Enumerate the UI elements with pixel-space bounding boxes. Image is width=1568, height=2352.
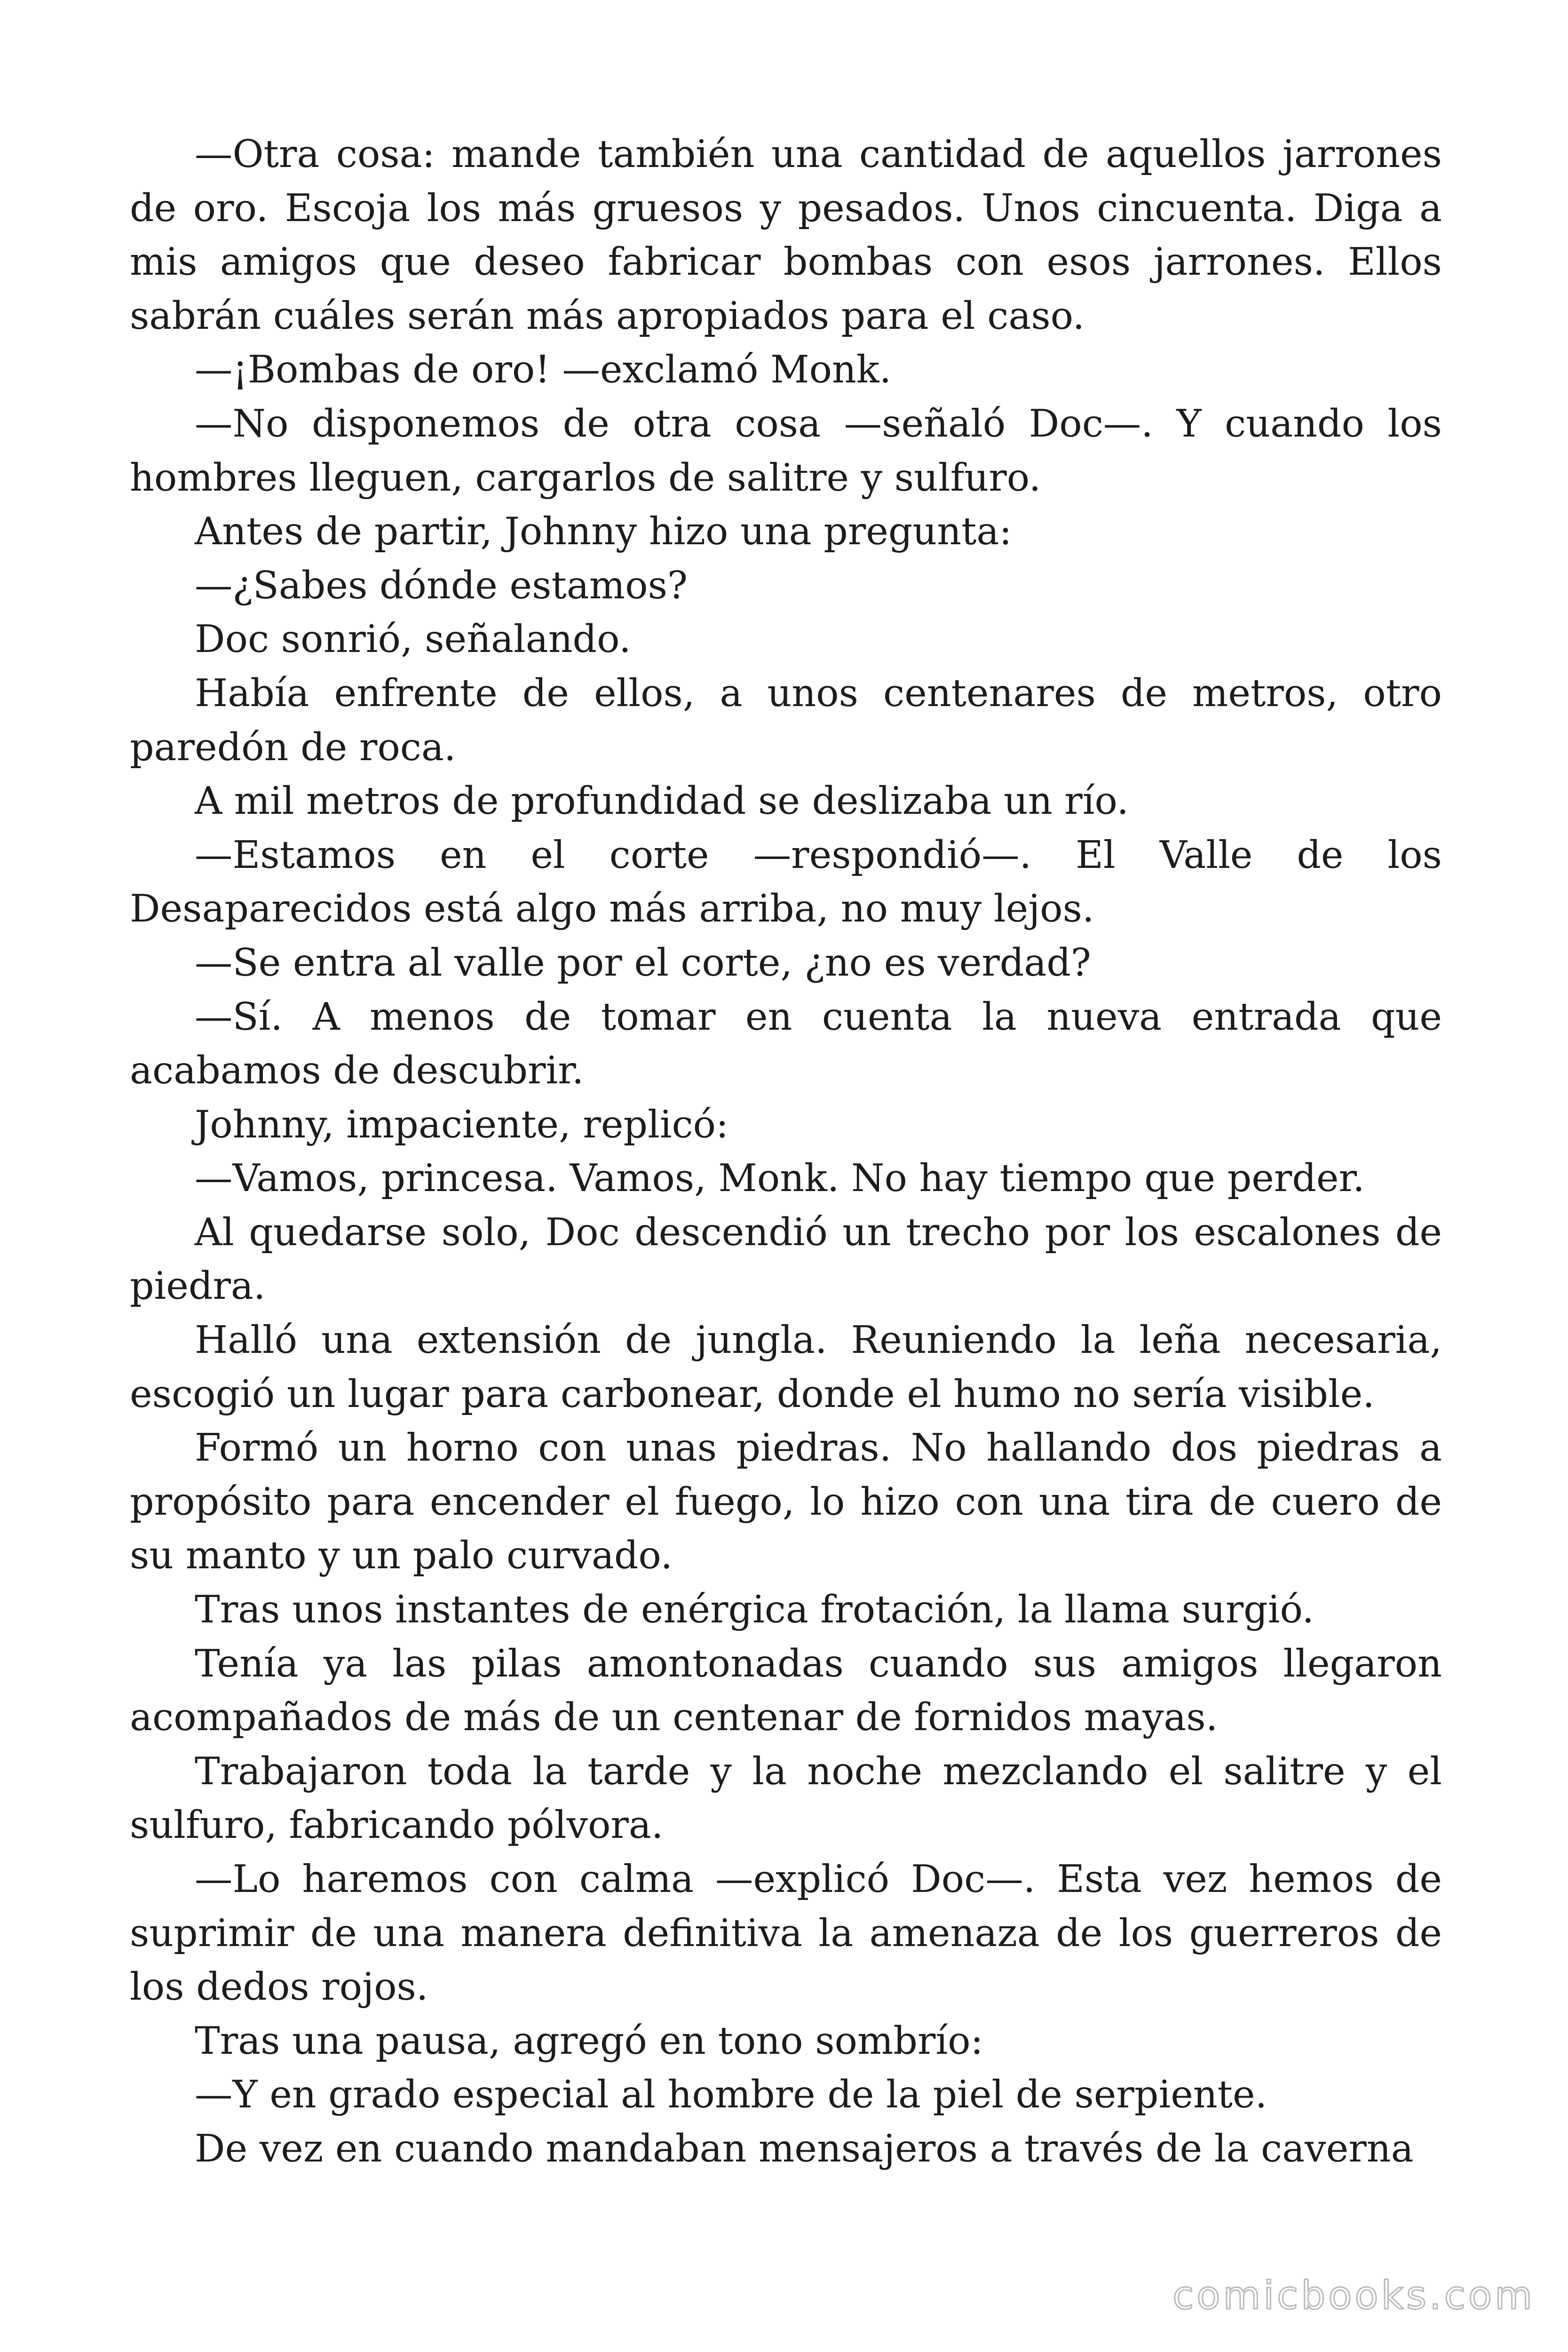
- paragraph: —Sí. A menos de tomar en cuenta la nueva entrada que acabamos de descubrir.: [130, 994, 1442, 1093]
- paragraph: Tras unos instantes de enérgica frotación, la llama surgió.: [195, 1587, 1315, 1632]
- paragraph: —Se entra al valle por el corte, ¿no es verdad?: [195, 940, 1091, 985]
- paragraph: —Lo haremos con calma —explicó Doc—. Esta vez hemos de suprimir de una manera definitiva la amenaza de los guerreros de los dedos rojos.: [130, 1857, 1442, 2009]
- paragraph: —Estamos en el corte —respondió—. El Valle de los Desaparecidos está algo más arriba, no muy lejos.: [130, 832, 1442, 931]
- paragraph: Tenía ya las pilas amontonadas cuando sus amigos llegaron acompañados de más de un centenar de fornidos mayas.: [130, 1641, 1442, 1740]
- paragraph: —¿Sabes dónde estamos?: [195, 563, 688, 607]
- paragraph: Formó un horno con unas piedras. No hallando dos piedras a propósito para encender el fuego, lo hizo con una tira de cuero de su manto y un palo curvado.: [130, 1425, 1442, 1578]
- paragraph: —¡Bombas de oro! —exclamó Monk.: [195, 347, 892, 392]
- paragraph: Había enfrente de ellos, a unos centenares de metros, otro paredón de roca.: [130, 670, 1442, 769]
- paragraph: Al quedarse solo, Doc descendió un trecho por los escalones de piedra.: [130, 1209, 1442, 1308]
- paragraph: Johnny, impaciente, replicó:: [195, 1102, 729, 1146]
- paragraph: Trabajaron toda la tarde y la noche mezclando el salitre y el sulfuro, fabricando pólvora.: [130, 1748, 1442, 1847]
- paragraph: —No disponemos de otra cosa —señaló Doc—. Y cuando los hombres lleguen, cargarlos de salitre y sulfuro.: [130, 401, 1442, 500]
- paragraph: Doc sonrió, señalando.: [195, 617, 631, 661]
- paragraph: Antes de partir, Johnny hizo una pregunta:: [195, 509, 1012, 554]
- paragraph: De vez en cuando mandaban mensajeros a través de la caverna: [195, 2126, 1414, 2170]
- paragraph: —Vamos, princesa. Vamos, Monk. No hay tiempo que perder.: [195, 1156, 1365, 1200]
- paragraph: —Y en grado especial al hombre de la piel de serpiente.: [195, 2072, 1267, 2117]
- paragraph: Tras una pausa, agregó en tono sombrío:: [195, 2018, 983, 2063]
- paragraph: Halló una extensión de jungla. Reuniendo la leña necesaria, escogió un lugar para carbonear, donde el humo no sería visible.: [130, 1318, 1442, 1416]
- page-text: [130, 127, 1442, 2176]
- paragraph: —Otra cosa: mande también una cantidad de aquellos jarrones de oro. Escoja los más gruesos y pesados. Unos cincuenta. Diga a mis amigos que deseo fabricar bombas con esos jarrones. Ellos sabrán cuáles serán más apropiados para el caso.: [130, 132, 1442, 338]
- watermark: comicbooks.com: [1172, 2273, 1535, 2318]
- paragraph: A mil metros de profundidad se deslizaba un río.: [195, 779, 1129, 823]
